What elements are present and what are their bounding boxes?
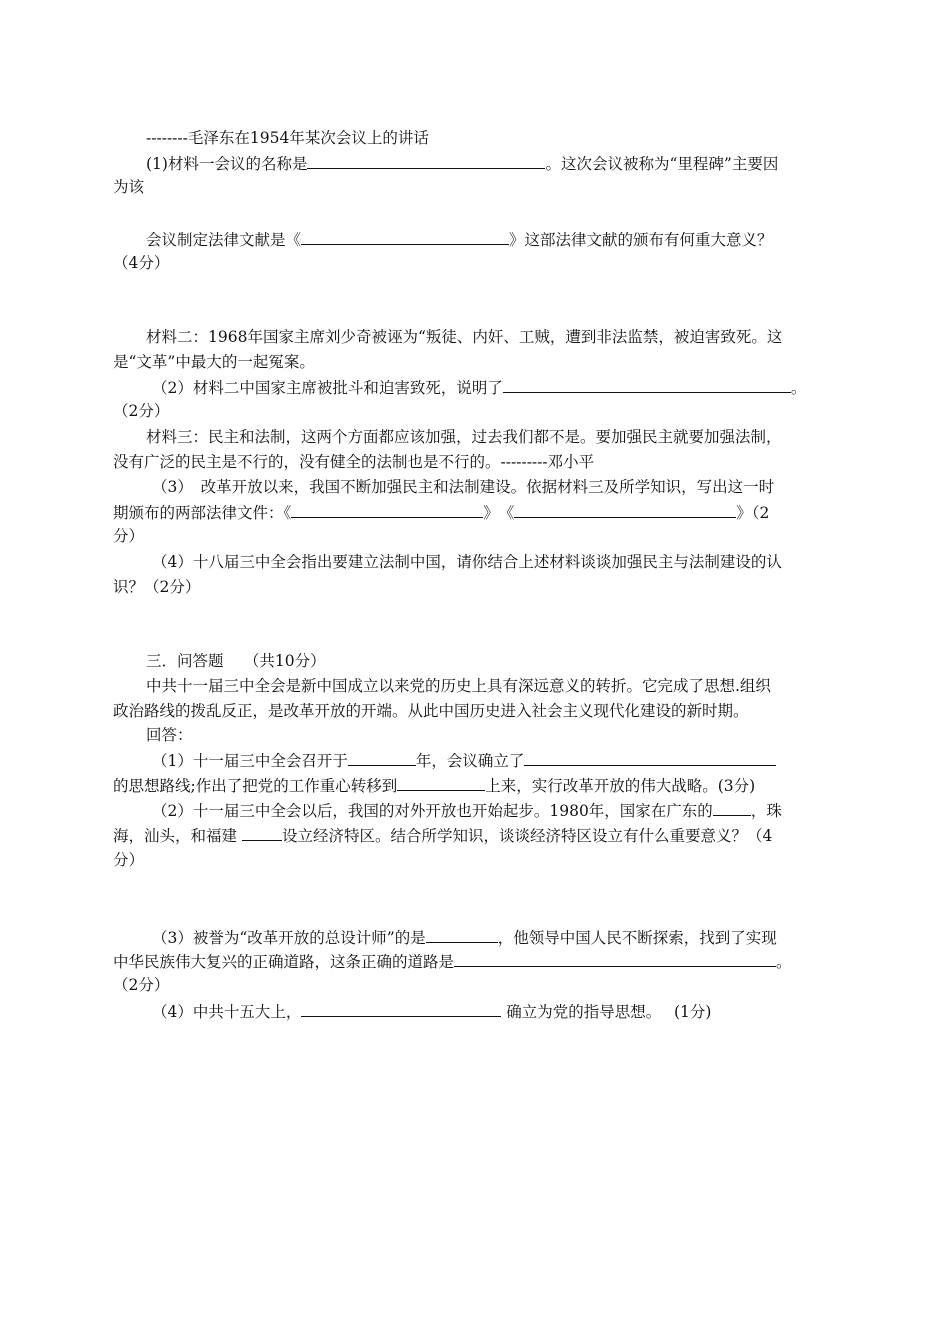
material3-question3-score: 分） — [113, 527, 145, 545]
material3-question4-line1: （4）十八届三中全会指出要建立法制中国，请你结合上述材料谈谈加强民主与法制建设的认 — [152, 553, 782, 571]
section3-question2-line2: 海，汕头，和福建 设立经济特区。结合所学知识，谈谈经济特区设立有什么重要意义？（4 — [113, 827, 773, 845]
section3-question1-line1: （1）十一届三中全会召开于 年，会议确立了 — [152, 750, 882, 771]
answer-blank-work-focus[interactable] — [397, 775, 485, 791]
material2-question2: （2）材料二中国家主席被批斗和迫害致死，说明了 。 — [152, 379, 807, 397]
material1-question1-score: （4分） — [113, 254, 170, 272]
answer-blank-fujian-zone[interactable] — [242, 825, 282, 841]
material1-question1-line1: (1)材料一会议的名称是 。这次会议被称为“里程碑”主要因 — [146, 155, 779, 173]
answer-blank-year[interactable] — [348, 750, 416, 766]
answer-blank-chief-architect[interactable] — [426, 927, 498, 943]
material3-text-line2: 没有广泛的民主是不行的，没有健全的法制也是不行的。---------邓小平 — [113, 453, 595, 471]
answer-blank-material2[interactable] — [503, 377, 791, 393]
answer-blank-law-1[interactable] — [291, 502, 483, 518]
section3-answer-label: 回答： — [146, 726, 193, 744]
section3-intro-line2: 政治路线的拨乱反正，是改革开放的开端。从此中国历史进入社会主义现代化建设的新时期。 — [113, 702, 749, 720]
material3-question3-line1: （3） 改革开放以来，我国不断加强民主和法制建设。依据材料三及所学知识，写出这一时 — [152, 478, 775, 496]
section3-question1-line2: 的思想路线;作出了把党的工作重心转移到 上来，实行改革开放的伟大战略。(3分) — [113, 777, 756, 795]
material3-text-line1: 材料三：民主和法制，这两个方面都应该加强，过去我们都不是。要加强民主就要加强法制， — [146, 428, 782, 446]
answer-blank-guiding-thought[interactable] — [301, 1001, 501, 1017]
section3-question3-score: （2分） — [113, 976, 170, 994]
material2-text-line2: 是“文革”中最大的一起冤案。 — [113, 353, 315, 371]
material1-source: --------毛泽东在1954年某次会议上的讲话 — [146, 129, 429, 147]
section3-question3-line1: （3）被誉为“改革开放的总设计师”的是 ，他领导中国人民不断探索，找到了实现 — [152, 929, 777, 947]
section3-question2-line1: （2）十一届三中全会以后，我国的对外开放也开始起步。1980年，国家在广东的 ，珠 — [152, 802, 782, 820]
answer-blank-guangdong-zone[interactable] — [713, 800, 751, 816]
material1-question1-line3: 会议制定法律文献是《 》这部法律文献的颁布有何重大意义？ — [146, 231, 773, 249]
section3-intro-line1: 中共十一届三中全会是新中国成立以来党的历史上具有深远意义的转折。它完成了思想.组织 — [146, 677, 771, 695]
material3-question4-line2: 识？（2分） — [113, 578, 201, 596]
section3-question3-line2: 中华民族伟大复兴的正确道路，这条正确的道路是 。 — [113, 953, 792, 971]
section3-question4: （4）中共十五大上， 确立为党的指导思想。 (1分) — [152, 1003, 712, 1021]
answer-blank-ideological-line[interactable] — [524, 750, 776, 766]
answer-blank-law-2[interactable] — [514, 502, 736, 518]
material2-text-line1: 材料二：1968年国家主席刘少奇被诬为“叛徒、内奸、工贼，遭到非法监禁，被迫害致死。这 — [146, 328, 783, 346]
section3-question2-score: 分） — [113, 851, 145, 869]
material3-question3-line2: 期颁布的两部法律文件：《 》 《 》（2 — [113, 504, 770, 522]
material2-question2-score: （2分） — [113, 402, 170, 420]
section3-heading: 三．问答题 （共10分） — [146, 652, 326, 670]
material1-question1-line2: 为该 — [113, 178, 145, 196]
answer-blank-law-document[interactable] — [301, 229, 509, 245]
answer-blank-correct-path[interactable] — [454, 951, 776, 967]
answer-blank-meeting-name[interactable] — [307, 153, 545, 169]
